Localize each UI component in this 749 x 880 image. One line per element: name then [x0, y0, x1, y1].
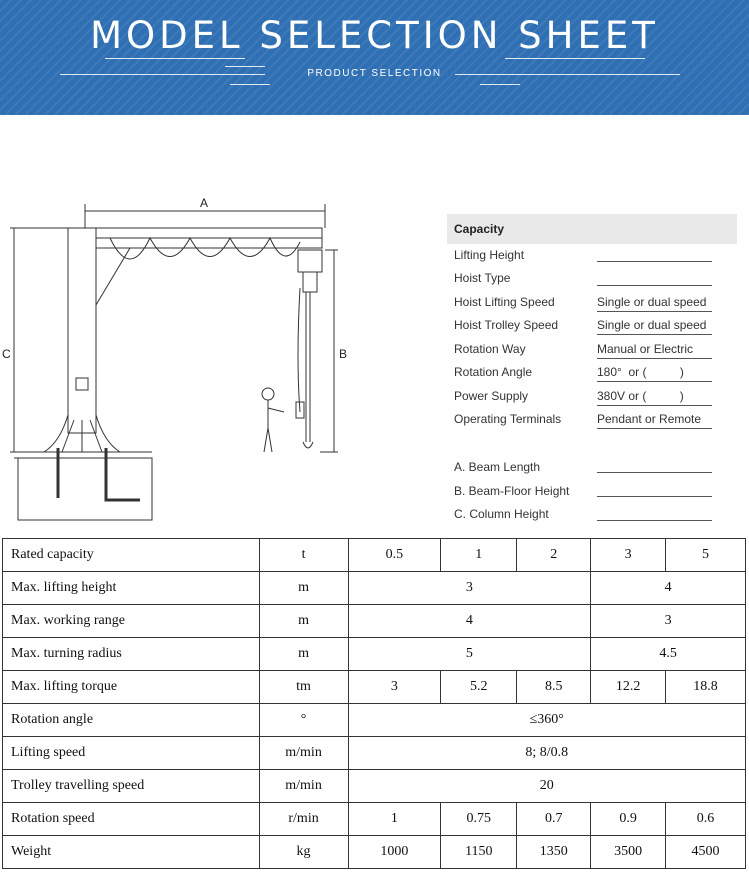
table-row — [3, 704, 746, 737]
table-cell-value: 3 — [348, 572, 591, 605]
jib-crane-drawing — [0, 180, 380, 530]
table-cell-value: 12.2 — [591, 671, 666, 704]
table-row — [3, 836, 746, 869]
table-row — [3, 671, 746, 704]
table-cell-value: 4500 — [666, 836, 746, 869]
table-row — [3, 605, 746, 638]
table-cell-value: 3 — [348, 671, 441, 704]
table-cell-value: 20 — [348, 770, 746, 803]
table-cell-parameter: Rotation speed — [3, 803, 260, 836]
spec-sheet-header — [447, 214, 737, 244]
table-cell-value: 0.7 — [517, 803, 591, 836]
table-row — [3, 638, 746, 671]
title-underline-left — [105, 58, 245, 59]
spec-label-column-height: C. Column Height — [454, 507, 549, 521]
spec-field-beam-floor-height — [597, 496, 712, 497]
table-cell-unit: kg — [259, 836, 348, 869]
title-underline-right — [505, 58, 645, 59]
spec-field-rotation-angle — [597, 381, 712, 382]
table-cell-value: 1350 — [517, 836, 591, 869]
spec-field-hoist-lifting-speed — [597, 311, 712, 312]
table-cell-value: 8; 8/0.8 — [348, 737, 746, 770]
subtitle-line-left-3 — [230, 84, 270, 85]
table-cell-value: 2 — [517, 539, 591, 572]
table-cell-value: 1150 — [441, 836, 517, 869]
table-row — [3, 737, 746, 770]
table-cell-unit: ° — [259, 704, 348, 737]
table-cell-value: ≤360° — [348, 704, 746, 737]
table-cell-value: 0.5 — [348, 539, 441, 572]
spec-field-hoist-type — [597, 285, 712, 286]
spec-label-beam-length: A. Beam Length — [454, 460, 541, 474]
table-cell-value: 1 — [348, 803, 441, 836]
spec-label-hoist-type: Hoist Type — [454, 271, 511, 285]
subtitle-line-right-2 — [480, 84, 520, 85]
table-cell-parameter: Weight — [3, 836, 260, 869]
spec-field-power-supply — [597, 405, 712, 406]
table-row — [3, 770, 746, 803]
spec-field-lifting-height — [597, 261, 712, 262]
table-cell-parameter: Max. turning radius — [3, 638, 260, 671]
table-cell-value: 8.5 — [517, 671, 591, 704]
spec-field-hoist-trolley-speed — [597, 334, 712, 335]
table-cell-unit: tm — [259, 671, 348, 704]
page-subtitle: PRODUCT SELECTION — [307, 68, 442, 79]
spec-label-rotation-angle: Rotation Angle — [454, 365, 533, 379]
table-cell-unit: r/min — [259, 803, 348, 836]
table-cell-value: 0.6 — [666, 803, 746, 836]
table-cell-value: 5 — [348, 638, 591, 671]
table-cell-value: 1 — [441, 539, 517, 572]
spec-sheet-heading: Capacity — [454, 222, 505, 236]
table-cell-value: 0.75 — [441, 803, 517, 836]
table-cell-parameter: Max. working range — [3, 605, 260, 638]
table-cell-value: 5.2 — [441, 671, 517, 704]
spec-label-lifting-height: Lifting Height — [454, 248, 525, 262]
spec-value-operating-terminals: Pendant or Remote — [597, 412, 702, 426]
spec-field-column-height — [597, 520, 712, 521]
header-banner — [0, 0, 749, 115]
spec-value-rotation-way: Manual or Electric — [597, 342, 694, 356]
table-row — [3, 803, 746, 836]
table-cell-value: 0.9 — [591, 803, 666, 836]
table-cell-value: 3 — [591, 605, 746, 638]
table-cell-parameter: Lifting speed — [3, 737, 260, 770]
table-cell-unit: m — [259, 638, 348, 671]
spec-value-rotation-angle: 180° or ( ) — [597, 365, 684, 379]
spec-label-hoist-lifting-speed: Hoist Lifting Speed — [454, 295, 555, 309]
table-cell-value: 1000 — [348, 836, 441, 869]
spec-sheet — [447, 214, 737, 524]
table-cell-unit: m/min — [259, 770, 348, 803]
dimension-b-label: B — [339, 347, 348, 361]
spec-value-power-supply: 380V or ( ) — [597, 389, 684, 403]
spec-value-hoist-trolley-speed: Single or dual speed — [597, 318, 707, 332]
table-cell-parameter: Max. lifting height — [3, 572, 260, 605]
table-cell-value: 4 — [591, 572, 746, 605]
spec-value-hoist-lifting-speed: Single or dual speed — [597, 295, 707, 309]
spec-label-hoist-trolley-speed: Hoist Trolley Speed — [454, 318, 559, 332]
subtitle-line-left-2 — [225, 66, 265, 67]
spec-label-rotation-way: Rotation Way — [454, 342, 526, 356]
specification-table — [2, 538, 746, 869]
table-cell-unit: m — [259, 605, 348, 638]
table-cell-value: 4 — [348, 605, 591, 638]
table-cell-value: 5 — [666, 539, 746, 572]
spec-label-power-supply: Power Supply — [454, 389, 529, 403]
table-cell-parameter: Rotation angle — [3, 704, 260, 737]
table-cell-value: 3500 — [591, 836, 666, 869]
table-cell-parameter: Rated capacity — [3, 539, 260, 572]
table-cell-parameter: Trolley travelling speed — [3, 770, 260, 803]
table-row — [3, 572, 746, 605]
dimension-a-label: A — [200, 196, 209, 210]
table-cell-unit: t — [259, 539, 348, 572]
spec-label-beam-floor-height: B. Beam-Floor Height — [454, 484, 570, 498]
table-cell-value: 18.8 — [666, 671, 746, 704]
spec-field-operating-terminals — [597, 428, 712, 429]
table-cell-parameter: Max. lifting torque — [3, 671, 260, 704]
page-title: MODEL SELECTION SHEET — [90, 14, 659, 57]
spec-label-operating-terminals: Operating Terminals — [454, 412, 562, 426]
spec-field-rotation-way — [597, 358, 712, 359]
dimension-c-label: C — [2, 347, 11, 361]
spec-field-beam-length — [597, 472, 712, 473]
table-row — [3, 539, 746, 572]
table-cell-value: 3 — [591, 539, 666, 572]
table-cell-value: 4.5 — [591, 638, 746, 671]
table-cell-unit: m — [259, 572, 348, 605]
table-cell-unit: m/min — [259, 737, 348, 770]
